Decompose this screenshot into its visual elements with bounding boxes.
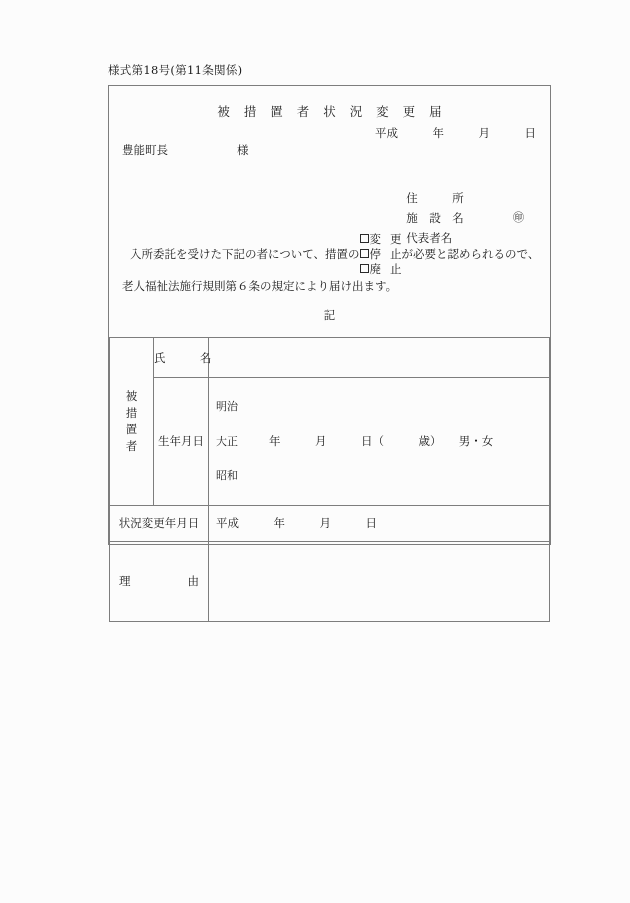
seal-icon: ㊞ [513, 211, 524, 224]
name-label: 氏 名 [154, 350, 212, 365]
table-row-change-date [110, 505, 550, 541]
reason-label-cell [110, 541, 209, 621]
choice-suspend-label-a: 停 [369, 247, 382, 261]
choice-abolish-label-b: 止 [390, 262, 402, 276]
choice-change-label-a: 変 [369, 232, 382, 246]
subject-details-table [109, 337, 550, 622]
era-option-showa[interactable]: 昭和 [216, 469, 238, 482]
change-date-label: 状況変更年月日 [118, 516, 200, 530]
sender-representative-row [377, 208, 524, 245]
reason-label-char-a: 理 [119, 574, 131, 588]
subject-vertical-label [110, 338, 154, 506]
reason-label-char-b: 由 [187, 574, 199, 588]
birthdate-value-cell[interactable] [209, 378, 550, 506]
checkbox-icon-change[interactable] [360, 234, 369, 243]
subject-label-char-2: 措 [125, 405, 138, 420]
name-label-cell [154, 338, 212, 378]
declaration-paragraph [122, 232, 540, 277]
era-selector-group[interactable] [216, 378, 265, 505]
subject-label-char-3: 置 [125, 422, 138, 437]
form-header-region [109, 86, 550, 337]
birthdate-label-cell [154, 378, 209, 506]
checkbox-icon-abolish[interactable] [360, 264, 369, 273]
sender-facility-row [377, 188, 464, 225]
choice-suspend-label-b: 止 [390, 247, 402, 261]
submission-date-line: 平成 年 月 日 [375, 126, 536, 140]
sender-address-row [377, 168, 464, 205]
name-value-cell[interactable] [209, 338, 550, 378]
sender-facility-label: 施 設 名 [406, 211, 464, 225]
table-row-reason [110, 541, 550, 621]
choice-option-abolish[interactable] [360, 262, 402, 277]
change-date-label-cell [110, 505, 209, 541]
page-title: 被 措 置 者 状 況 変 更 届 [217, 104, 447, 119]
era-option-taisho[interactable]: 大正 [216, 434, 238, 448]
choice-abolish-label-a: 廃 [369, 262, 382, 276]
declaration-lead-text: 入所委託を受けた下記の者について、措置の [130, 247, 360, 261]
birthdate-value-row [209, 378, 549, 505]
addressee-line: 豊能町長 様 [122, 143, 249, 157]
reason-label-row [110, 573, 208, 589]
table-row-name [110, 338, 550, 378]
reason-value-cell[interactable] [209, 541, 550, 621]
form-number-header: 様式第18号(第11条関係) [108, 63, 243, 77]
sender-address-label: 住 所 [406, 191, 464, 205]
era-option-meiji[interactable]: 明治 [216, 400, 238, 413]
change-date-value-cell[interactable] [209, 505, 550, 541]
form-outer-box [108, 85, 551, 588]
sender-block [377, 168, 524, 245]
choice-option-suspend[interactable] [360, 247, 402, 262]
choice-change-label-b: 更 [390, 232, 402, 246]
sender-representative-label: 代表者名 [406, 231, 453, 245]
choice-option-change[interactable] [360, 232, 402, 247]
statute-reference-line: 老人福祉法施行規則第６条の規定により届け出ます。 [122, 279, 398, 293]
declaration-trailing-text: が必要と認められるので、 [401, 247, 540, 261]
measure-choice-group [360, 232, 402, 277]
subject-label-char-4: 者 [125, 438, 138, 453]
checkbox-icon-suspend[interactable] [360, 249, 369, 258]
change-date-value: 平成 年 月 日 [216, 516, 377, 530]
table-row-birthdate [110, 378, 550, 506]
birthdate-label: 生年月日 [158, 434, 204, 449]
ki-marker: 記 [323, 308, 336, 322]
subject-label-char-1: 被 [125, 389, 138, 404]
birthdate-fields: 年 月 日（ 歳） 男・女 [268, 434, 494, 449]
